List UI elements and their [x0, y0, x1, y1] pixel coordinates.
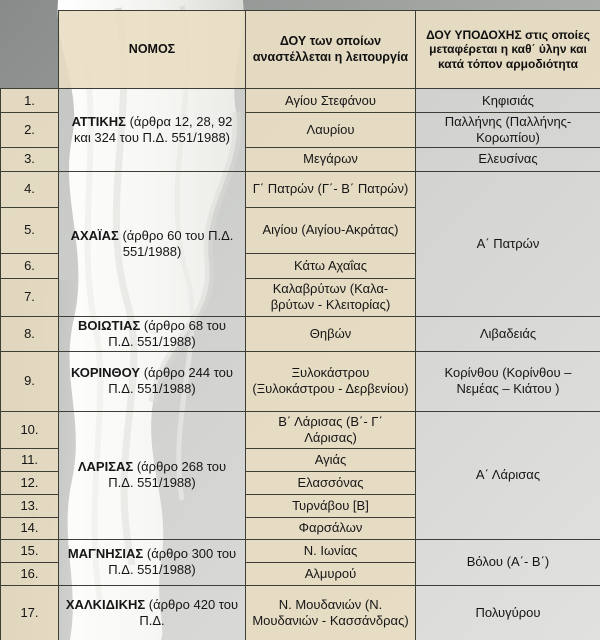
nomos-name: ΑΤΤΙΚΗΣ	[71, 114, 126, 129]
row-number-cell: 8.	[1, 316, 59, 351]
header-reception-dou: ΔΟΥ ΥΠΟΔΟΧΗΣ στις οποίες μεταφέρεται η καθ΄ ύλην και κατά τόπον αρμοδιότητα	[416, 11, 600, 89]
reception-dou-cell: Ελευσίνας	[416, 147, 600, 171]
nomos-cell	[59, 351, 246, 411]
nomos-name: ΚΟΡΙΝΘΟΥ	[70, 365, 141, 381]
nomos-detail: (άρθρα 12, 28, 92 και 324 του Π.Δ. 551/1988)	[73, 114, 233, 145]
nomos-detail: (άρθρο 244 του Π.Δ. 551/1988)	[108, 365, 234, 397]
row-number-cell: 5.	[1, 207, 59, 253]
reception-dou-cell: Κηφισιάς	[416, 89, 600, 113]
row-number-cell: 7.	[1, 278, 59, 316]
dou-transfer-table	[0, 10, 600, 640]
reception-dou-cell: Λιβαδειάς	[416, 316, 600, 351]
table-row	[1, 351, 600, 411]
suspended-dou-cell: Ελασσόνας	[246, 471, 416, 494]
nomos-cell	[59, 411, 246, 539]
suspended-dou-cell: Καλαβρύτων (Καλα-βρύτων - Κλειτορίας)	[246, 278, 416, 316]
nomos-cell	[59, 316, 246, 351]
suspended-dou-cell: Κάτω Αχαΐας	[246, 253, 416, 278]
header-suspended-dou: ΔΟΥ των οποίων αναστέλλεται η λειτουργία	[246, 11, 416, 89]
suspended-dou-cell: Τυρνάβου [Β]	[246, 494, 416, 517]
row-number-cell: 1.	[1, 89, 59, 113]
row-number-cell: 14.	[1, 517, 59, 539]
row-number-cell: 15.	[1, 539, 59, 562]
suspended-dou-cell: Β΄ Λάρισας (Β΄- Γ΄ Λάρισας)	[246, 411, 416, 448]
nomos-detail: (άρθρο 268 του Π.Δ. 551/1988)	[108, 459, 227, 491]
suspended-dou-cell: Αλμυρού	[246, 562, 416, 585]
nomos-detail: (άρθρο 300 του Π.Δ. 551/1988)	[108, 546, 237, 578]
nomos-cell	[59, 171, 246, 316]
table-row	[1, 539, 600, 562]
row-number-cell: 6.	[1, 253, 59, 278]
suspended-dou-cell: Λαυρίου	[246, 113, 416, 148]
suspended-dou-cell: Αιγίου (Αιγίου-Ακράτας)	[246, 207, 416, 253]
row-number-cell: 3.	[1, 147, 59, 171]
nomos-detail: (άρθρο 60 του Π.Δ. 551/1988)	[122, 227, 234, 259]
nomos-name: ΛΑΡΙΣΑΣ	[77, 459, 134, 475]
suspended-dou-cell: Αγιάς	[246, 448, 416, 471]
nomos-name: ΧΑΛΚΙΔΙΚΗΣ	[65, 597, 146, 613]
suspended-dou-cell: Φαρσάλων	[246, 517, 416, 539]
suspended-dou-cell: Θηβών	[246, 316, 416, 351]
reception-dou-cell: Α΄ Λάρισας	[416, 411, 600, 539]
reception-dou-cell: Βόλου (Α΄- Β΄)	[416, 539, 600, 585]
suspended-dou-cell: Γ΄ Πατρών (Γ΄- Β΄ Πατρών)	[246, 171, 416, 207]
suspended-dou-cell: Ν. Μουδανιών (Ν. Μουδανιών - Κασσάνδρας)	[246, 585, 416, 640]
header-corner	[1, 11, 59, 89]
reception-dou-cell: Πολυγύρου	[416, 585, 600, 640]
nomos-cell	[59, 539, 246, 585]
suspended-dou-cell: Αγίου Στεφάνου	[246, 89, 416, 113]
row-number-cell: 2.	[1, 113, 59, 148]
table-row	[1, 411, 600, 448]
row-number-cell: 12.	[1, 471, 59, 494]
table-row	[1, 316, 600, 351]
nomos-name: ΑΧΑΪΑΣ	[70, 227, 119, 243]
row-number-cell: 16.	[1, 562, 59, 585]
row-number-cell: 17.	[1, 585, 59, 640]
row-number-cell: 10.	[1, 411, 59, 448]
nomos-detail: (άρθρο 420 του Π.Δ.	[139, 597, 239, 629]
suspended-dou-cell: Ξυλοκάστρου (Ξυλοκάστρου - Δερβενίου)	[246, 351, 416, 411]
nomos-name: ΜΑΓΝΗΣΙΑΣ	[67, 546, 144, 562]
row-number-cell: 9.	[1, 351, 59, 411]
reception-dou-cell: Παλλήνης (Παλλήνης-Κορωπίου)	[416, 113, 600, 148]
suspended-dou-cell: Μεγάρων	[246, 147, 416, 171]
reception-dou-cell: Α΄ Πατρών	[416, 171, 600, 316]
row-number-cell: 13.	[1, 494, 59, 517]
nomos-cell	[59, 89, 246, 172]
table-row	[1, 89, 600, 113]
header-nomos: ΝΟΜΟΣ	[59, 11, 246, 89]
nomos-detail: (άρθρο 68 του Π.Δ. 551/1988)	[108, 317, 226, 349]
row-number-cell: 11.	[1, 448, 59, 471]
row-number-cell: 4.	[1, 171, 59, 207]
reception-dou-cell: Κορίνθου (Κορίνθου – Νεμέας – Κιάτου )	[416, 351, 600, 411]
nomos-name: ΒΟΙΩΤΙΑΣ	[78, 317, 141, 333]
table-header-row	[1, 11, 600, 89]
nomos-cell	[59, 585, 246, 640]
table-row	[1, 585, 600, 640]
suspended-dou-cell: Ν. Ιωνίας	[246, 539, 416, 562]
table-row	[1, 171, 600, 207]
